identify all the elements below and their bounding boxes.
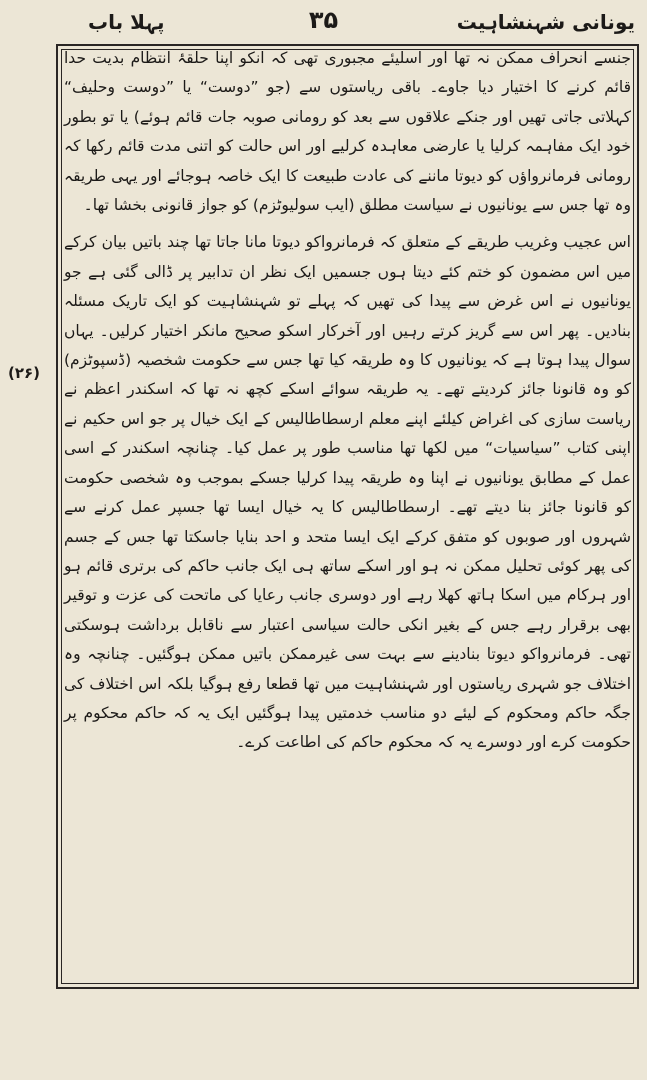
page-number: ۳۵ (308, 6, 339, 34)
paragraph-2: اس عجیب وغریب طریقے کے متعلق کہ فرمانرواکو دیوتا مانا جاتا تھا چند باتیں بیان کرکے میں اس مضمون کو ختم کئے دیتا ہوں جسمیں ایک نظر ان تدابیر پر ڈالی گئی ہے جو یونانیوں نے اس غرض سے پیدا کی تھیں کہ پہلے تو شہنشاہیت کو ایک تاریک مسئلہ بنادیں۔ پھر اس سے گریز کرتے رہیں اور آخرکار اسکو صحیح مانکر اختیار کرلیں۔ یہاں سوال پیدا ہوتا ہے کہ یونانیوں کا وہ طریقہ کیا تھا جس سے حکومت شخصیہ (ڈسپوٹزم) کو وہ قانونا جائز کردیتے تھے۔ یہ طریقہ سوائے اسکے کچھ نہ تھا کہ اسکندر اعظم نے ریاست سازی کی اغراض کیلئے اپنے معلم ارسطاطالیس کے ایک خیال پر جو اس حکیم نے اپنی کتاب ”سیاسیات“ میں لکھا تھا مناسب طور پر عمل کیا۔ چنانچہ اسکندر کے اسی عمل کے مطابق یونانیوں نے اپنا وہ طریقہ پیدا کرلیا جسکے بموجب وہ شخصی حکومت کو قانونا جائز بنا دیتے تھے۔ ارسطاطالیس کا یہ خیال ایسا تھا جسپر عمل کرنے سے شہروں اور صوبوں کو متفق کرکے ایک ایسا متحد و احد بنایا جاسکتا تھا جس کے جسم کی پھر کوئی تحلیل ممکن نہ ہو اور اسکے ساتھ ہی ایک جانب حاکم کی برتری قائم ہو اور ہرکام میں اسکا ہاتھ کھلا رہے اور دوسری جانب رعایا کی ماتحت کی عزت و توقیر بھی برقرار رہے جس کے بغیر انکی حالت سیاسی اعتبار سے ناقابل برداشت ہوسکتی تھی۔ فرمانرواکو دیوتا بنادینے سے بہت سی غیرممکن باتیں ممکن ہوگئیں۔ چنانچہ وہ اختلاف جو شہری ریاستوں اور شہنشاہیت میں تھا قطعا رفع ہوگیا بلکہ اس اختلاف کی جگہ حاکم ومحکوم کے لیئے دو مناسب خدمتیں پیدا ہوگئیں ایک یہ کہ حاکم محکوم پر حکومت کرے اور دوسرے یہ کہ محکوم حاکم کی اطاعت کرے۔ (64, 233, 631, 752)
chapter-title: پہلا باب (88, 10, 165, 34)
body-text (64, 44, 631, 758)
book-title: یونانی شہنشاہیت (456, 10, 635, 34)
paragraph-1: جنسے انحراف ممکن نہ تھا اور اسلیئے مجبوری تھی کہ انکو اپنا حلقۂ انتظام بدیت حدا قائم کرنے کا اختیار دیا جاوے۔ باقی ریاستوں سے (جو ”دوست“ یا ”دوست وحلیف“ کہلاتی جاتی تھیں اور جنکے علاقوں سے بعد کو رومانی صوبہ جات قائم ہوئے) یا تو بطور خود ایک مفاہمہ کرلیا یا عارضی معاہدہ کرلیے اور اس حالت کو اتنی مدت قائم رکھا کہ رومانی فرمانرواؤں کو دیوتا ماننے کی عادت طبیعت کا ایک خاصہ ہوجائے اور یہی طریقہ وہ تھا جس سے یونانیوں نے سیاست مطلق (ایب سولیوٹزم) کو جواز قانونی بخشا تھا۔ (64, 49, 631, 215)
running-header (0, 6, 647, 40)
margin-page-reference: (۲۶) (8, 364, 41, 382)
